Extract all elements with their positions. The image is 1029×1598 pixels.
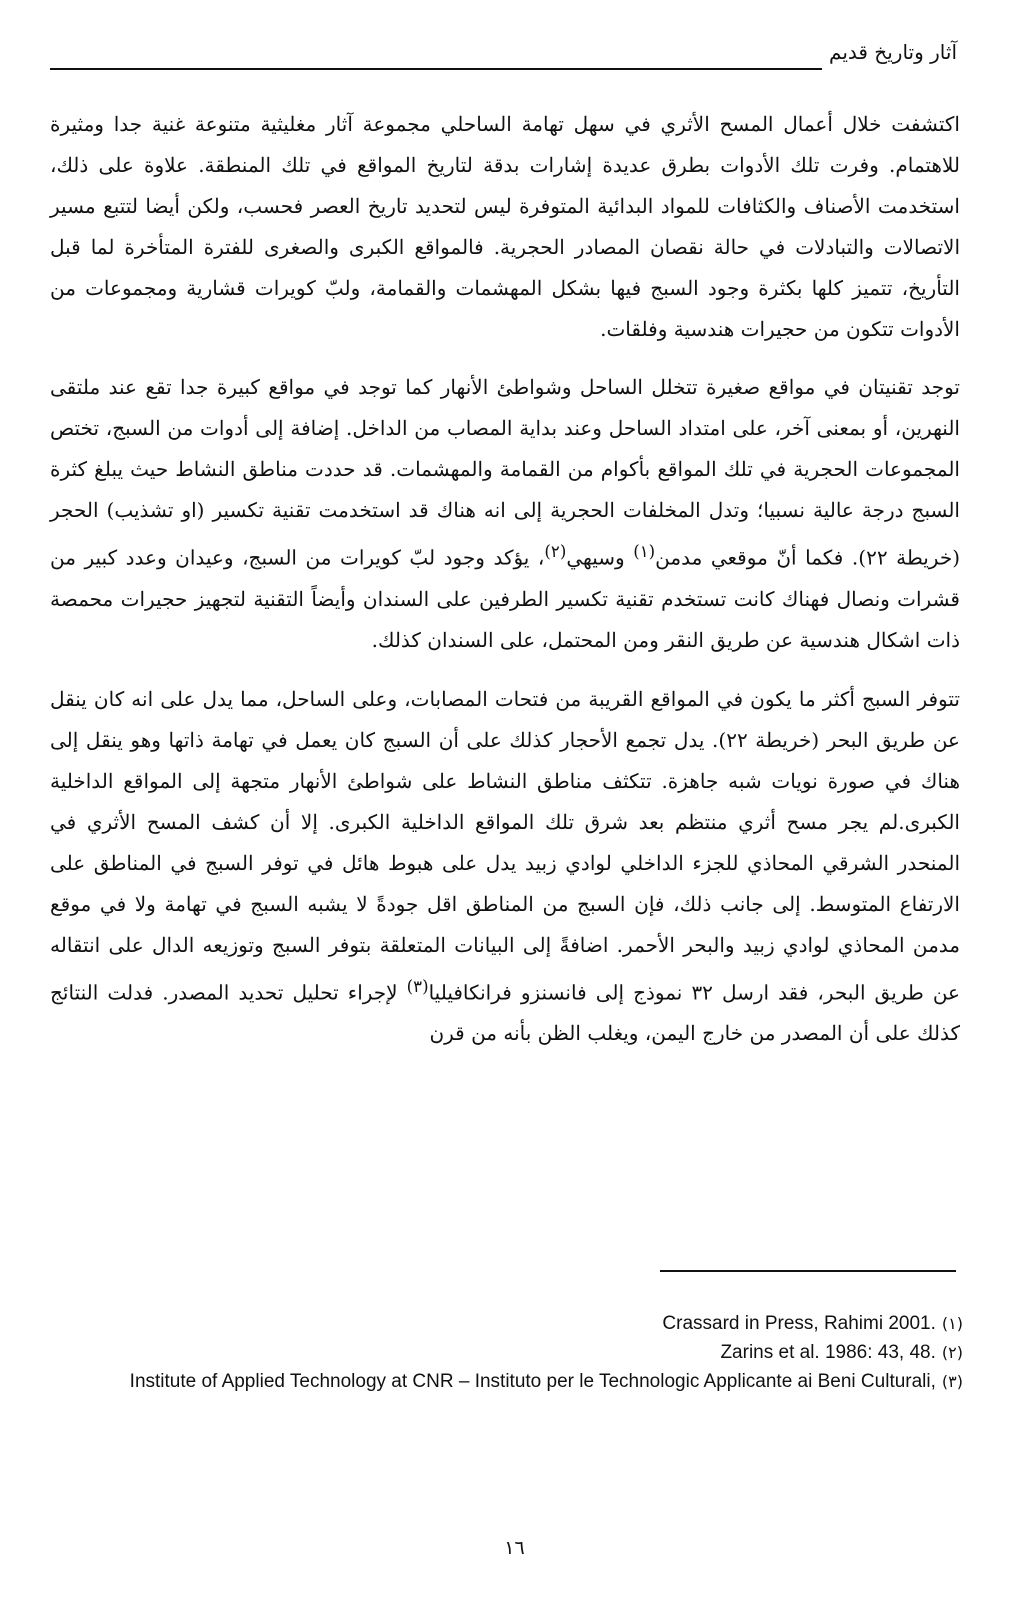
footnote-rule [660,1270,956,1272]
footnote-1 [48,1310,963,1337]
footnote-number: (٢) [941,1343,963,1362]
page-number: ١٦ [504,1537,525,1559]
footnote-ref-2: (٢) [544,542,567,561]
footnote-text: Zarins et al. 1986: 43, 48. [720,1342,936,1363]
paragraph-3 [50,679,960,1055]
paragraph-2-mid-1: وسيهي [566,545,625,570]
footnote-number: (١) [941,1314,963,1333]
paragraph-2-mid-2: ، يؤكد وجود لبّ كويرات من السبج، وعيدان وعدد كبير من قشرات ونصال فهناك كانت تستخدم تقنية تكسير الطرفين على السندان وأيضاً التقنية لتجهيز حجيرات محمصة ذات اشكال هندسية عن طريق النقر ومن المحتمل، على السندان كذلك. [50,545,960,652]
footnote-ref-1: (١) [633,542,656,561]
footnote-3 [48,1368,963,1395]
footnote-text: Institute of Applied Technology at CNR – Instituto per le Technologic Applicante ai Beni Culturali, [129,1371,936,1392]
paragraph-2 [50,367,960,661]
footnote-number: (٣) [941,1372,963,1391]
paragraph-3-text: تتوفر السبج أكثر ما يكون في المواقع القريبة من فتحات المصابات، وعلى الساحل، مما يدل على انه كان ينقل عن طريق البحر (خريطة ٢٢). يدل تجمع الأحجار كذلك على أن السبج كان يعمل في تهامة ذاتها وهو ينقل إلى هناك في صورة نويات شبه جاهزة. تتكثف مناطق النشاط على شواطئ الأنهار متجهة إلى المواقع الداخلية الكبرى.لم يجر مسح أثري منتظم بعد شرق تلك المواقع الداخلية الكبرى. إلا أن كشف المسح الأثري في المنحدر الشرقي المحاذي للجزء الداخلي لوادي زبيد يدل على هبوط هائل في توفر السبج في المناطق على الارتفاع المتوسط. إلى جانب ذلك، فإن السبج من المناطق اقل جودةً لا يشبه السبج في تهامة ولا في موقع مدمن المحاذي لوادي زبيد والبحر الأحمر. اضافةً إلى البيانات المتعلقة بتوفر السبج وتوزيعه الدال على انتقاله عن طريق البحر، فقد ارسل ٣٢ نموذج إلى فانسنزو فرانكافيليا [50,686,960,1005]
paragraph-3-end: لإجراء تحليل تحديد المصدر. فدلت النتائج كذلك على أن المصدر من خارج اليمن، ويغلب الظن بأنه من قرن [50,980,960,1046]
footnote-2 [48,1339,963,1366]
footnotes [48,1310,963,1397]
paragraph-1: اكتشفت خلال أعمال المسح الأثري في سهل تهامة الساحلي مجموعة آثار مغليثية متنوعة غنية جدا ومثيرة للاهتمام. وفرت تلك الأدوات بطرق عديدة إشارات بدقة لتاريخ المواقع في تلك المنطقة. علاوة على ذلك، استخدمت الأصناف والكثافات للمواد البدائية المتوفرة ليس لتحديد تاريخ العصر فحسب، ولكن أيضا لتتبع مسير الاتصالات والتبادلات في حالة نقصان المصادر الحجرية. فالمواقع الكبرى والصغرى للفترة المتأخرة لما قبل التأريخ، تتميز كلها بكثرة وجود السبج فيها بشكل المهشمات والقمامة، ولبّ كويرات قشارية ومجموعات من الأدوات تتكون من حجيرات هندسية وفلقات. [50,112,960,341]
paragraph-2-text: توجد تقنيتان في مواقع صغيرة تتخلل الساحل وشواطئ الأنهار كما توجد في مواقع كبيرة جدا تقع عند ملتقى النهرين، أو بمعنى آخر، على امتداد الساحل وعند بداية المصاب من الداخل. إضافة إلى أدوات من السبج، تختص المجموعات الحجرية في تلك المواقع بأكوام من القمامة والمهشمات. قد حددت مناطق النشاط حيث يبلغ كثرة السبج درجة عالية نسبيا؛ وتدل المخلفات الحجرية إلى انه هناك قد استخدمت تقنية تكسير (او تشذيب) الحجر (خريطة ٢٢). فكما أنّ موقعي مدمن [50,375,960,570]
header-rule [50,68,822,70]
running-header: آثار وتاريخ قديم [829,40,957,64]
footnote-text: Crassard in Press, Rahimi 2001. [662,1313,936,1334]
footnote-ref-3: (٣) [406,976,429,996]
body-text [50,104,960,1071]
